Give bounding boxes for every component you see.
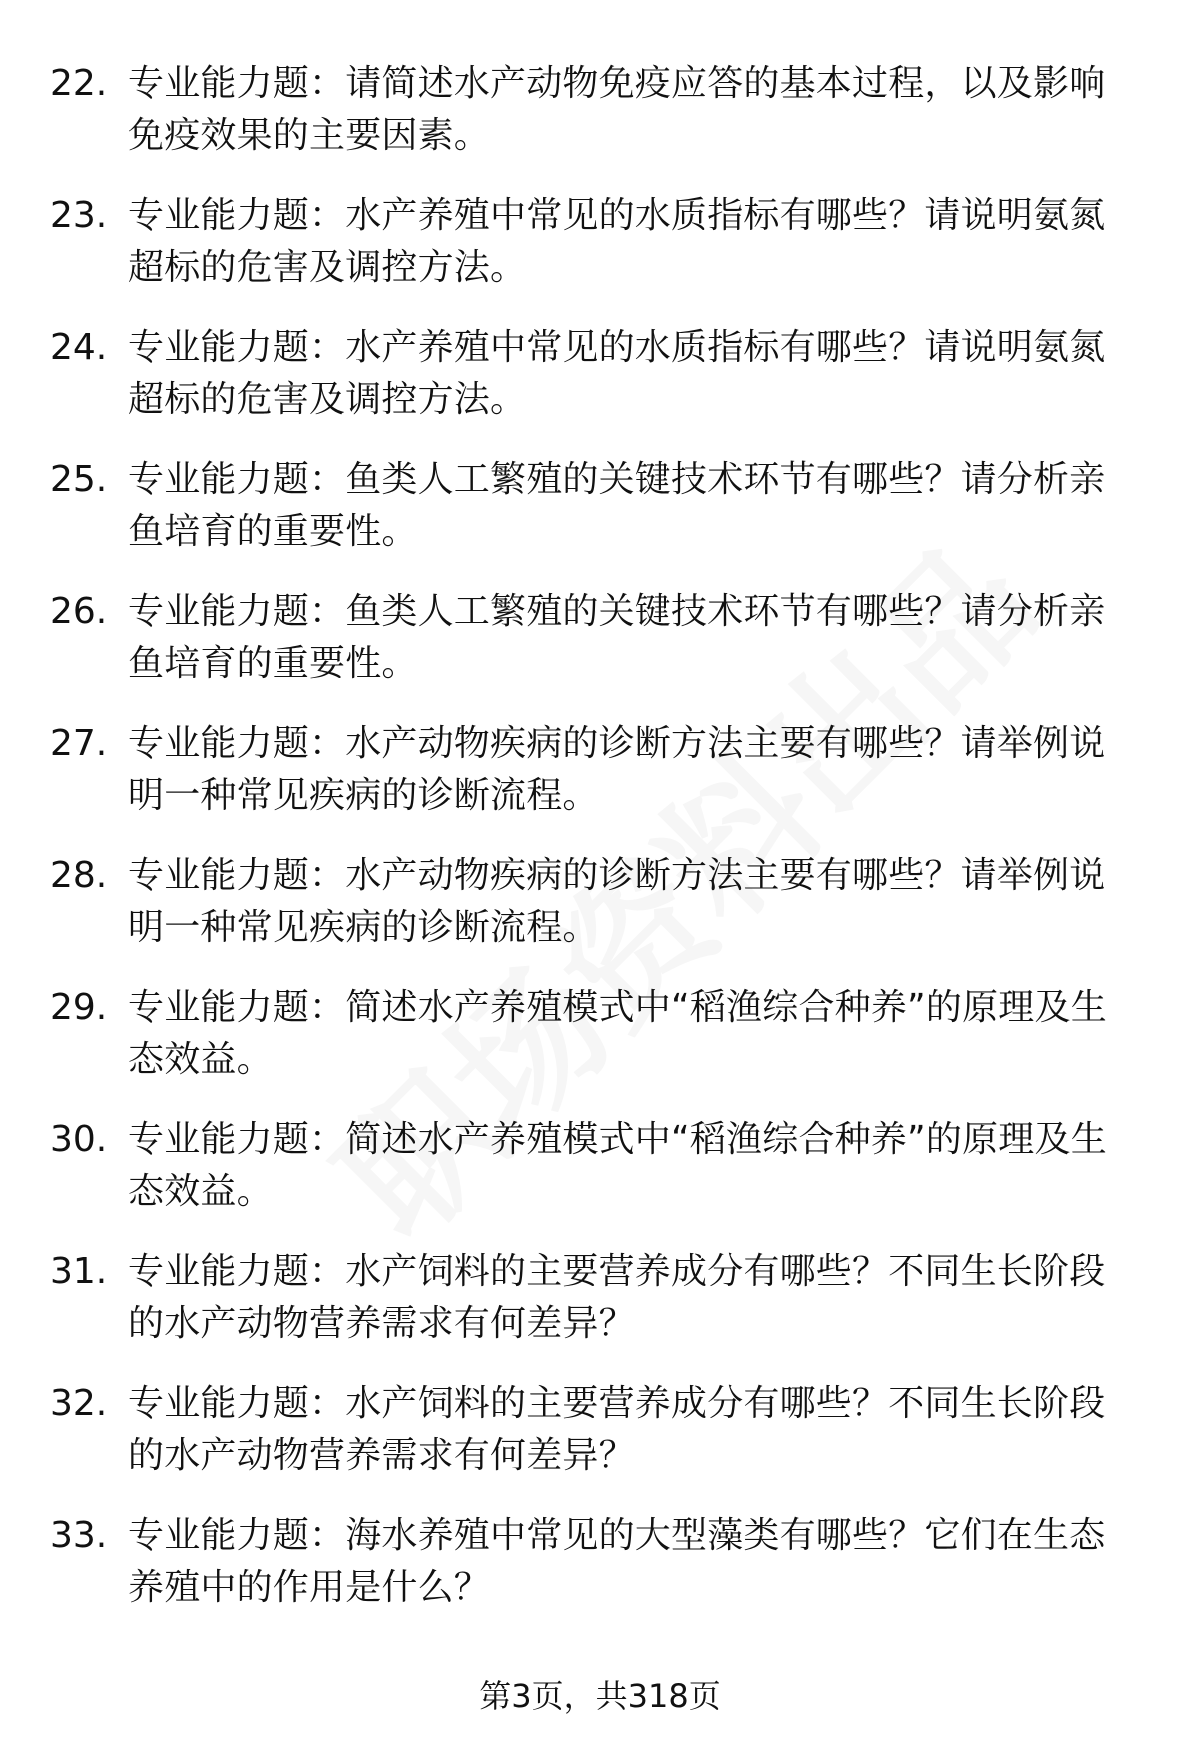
question-number: 27. xyxy=(50,723,108,764)
question-number: 24. xyxy=(50,327,108,368)
question-item xyxy=(50,454,1140,586)
question-item xyxy=(50,982,1140,1114)
question-number: 33. xyxy=(50,1515,108,1556)
question-number: 22. xyxy=(50,63,108,104)
question-list xyxy=(50,58,1140,1642)
question-text: 专业能力题：水产动物疾病的诊断方法主要有哪些？请举例说明一种常见疾病的诊断流程。 xyxy=(128,855,1106,948)
question-item xyxy=(50,718,1140,850)
question-text: 专业能力题：水产养殖中常见的水质指标有哪些？请说明氨氮超标的危害及调控方法。 xyxy=(128,195,1106,288)
question-text: 专业能力题：海水养殖中常见的大型藻类有哪些？它们在生态养殖中的作用是什么？ xyxy=(128,1515,1106,1608)
question-text: 专业能力题：水产饲料的主要营养成分有哪些？不同生长阶段的水产动物营养需求有何差异？ xyxy=(128,1251,1106,1344)
question-number: 25. xyxy=(50,459,108,500)
question-text: 专业能力题：简述水产养殖模式中“稻渔综合种养”的原理及生态效益。 xyxy=(128,1119,1107,1212)
question-number: 26. xyxy=(50,591,108,632)
question-item xyxy=(50,190,1140,322)
question-text: 专业能力题：水产动物疾病的诊断方法主要有哪些？请举例说明一种常见疾病的诊断流程。 xyxy=(128,723,1106,816)
question-text: 专业能力题：水产饲料的主要营养成分有哪些？不同生长阶段的水产动物营养需求有何差异？ xyxy=(128,1383,1106,1476)
question-text: 专业能力题：鱼类人工繁殖的关键技术环节有哪些？请分析亲鱼培育的重要性。 xyxy=(128,459,1106,552)
question-text: 专业能力题：水产养殖中常见的水质指标有哪些？请说明氨氮超标的危害及调控方法。 xyxy=(128,327,1106,420)
question-text: 专业能力题：简述水产养殖模式中“稻渔综合种养”的原理及生态效益。 xyxy=(128,987,1107,1080)
page-number-footer: 第3页，共318页 xyxy=(479,1677,721,1715)
question-number: 29. xyxy=(50,987,108,1028)
question-item xyxy=(50,1378,1140,1510)
question-item xyxy=(50,850,1140,982)
question-item xyxy=(50,322,1140,454)
question-text: 专业能力题：鱼类人工繁殖的关键技术环节有哪些？请分析亲鱼培育的重要性。 xyxy=(128,591,1106,684)
question-item xyxy=(50,586,1140,718)
question-text: 专业能力题：请简述水产动物免疫应答的基本过程，以及影响免疫效果的主要因素。 xyxy=(128,63,1106,156)
question-number: 23. xyxy=(50,195,108,236)
question-number: 31. xyxy=(50,1251,108,1292)
question-number: 32. xyxy=(50,1383,108,1424)
question-item xyxy=(50,58,1140,190)
question-number: 28. xyxy=(50,855,108,896)
question-item xyxy=(50,1114,1140,1246)
question-item xyxy=(50,1246,1140,1378)
question-item xyxy=(50,1510,1140,1642)
question-number: 30. xyxy=(50,1119,108,1160)
